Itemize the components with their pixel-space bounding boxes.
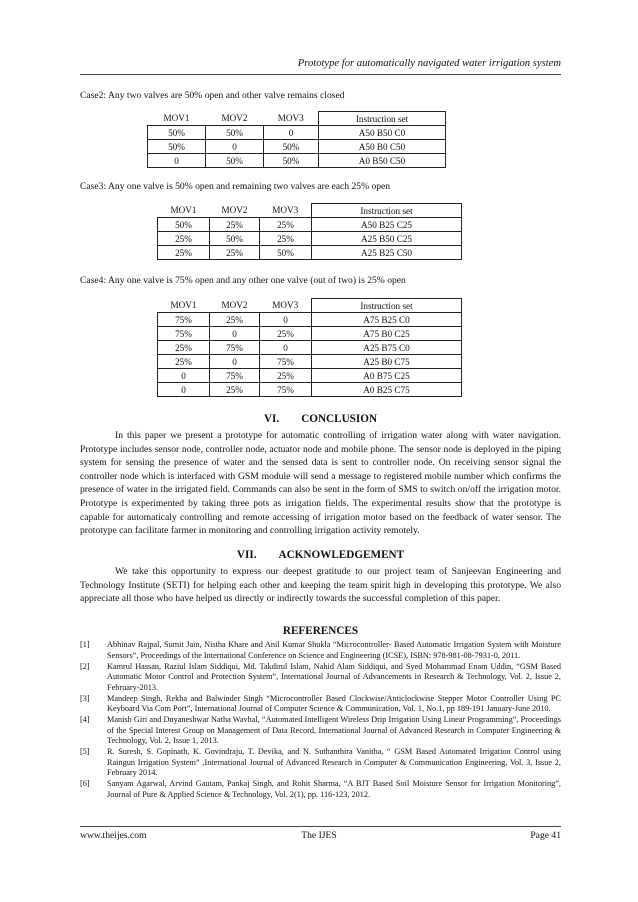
reference-item — [80, 662, 561, 694]
reference-number: [6] — [80, 779, 90, 788]
table-cell: 75% — [260, 355, 312, 369]
case2-table — [147, 111, 446, 168]
table-cell: 25% — [210, 383, 260, 397]
footer-website: www.theijes.com — [80, 830, 147, 841]
table-cell: 0 — [210, 327, 260, 341]
table-cell: 0 — [158, 383, 210, 397]
header-cell: MOV1 — [158, 299, 210, 313]
reference-text: Manish Giri and Dnyaneshwar Natha Wavhal, “Automated Intelligent Wireless Drip Irrigation Using Linear Programming”, Proceedings of the Special Interest Group on Management of Data Record, International Journal of Advanced Research in Computer Engineering & Technology, Vol. 2, Issue 1, 2013. — [107, 715, 561, 745]
table-row — [158, 313, 462, 327]
table-row — [158, 232, 462, 246]
reference-text: R. Suresh, S. Gopinath, K. Govindraju, T. Devika, and N. Suthanthira Vanitha, “ GSM Based Automated Irrigation Control using Raingun Irrigation System” ,International Journal of Advanced Research in Computer & Communication Engineering, Vol. 3, Issue 2, February 2014. — [107, 747, 561, 777]
table-row — [158, 218, 462, 232]
case4-caption: Case4: Any one valve is 75% open and any other one valve (out of two) is 25% open — [80, 275, 406, 286]
table-cell: 0 — [260, 341, 312, 355]
table-cell: 25% — [210, 218, 260, 232]
table-cell: 75% — [158, 327, 210, 341]
reference-item — [80, 779, 561, 800]
table-cell: 50% — [206, 154, 264, 168]
table-row — [158, 246, 462, 260]
header-cell: MOV2 — [210, 299, 260, 313]
table-cell: A25 B75 C0 — [312, 341, 462, 355]
table-header-row — [158, 299, 462, 313]
table-cell: A50 B25 C25 — [312, 218, 462, 232]
table-cell: 25% — [260, 218, 312, 232]
table-cell: A0 B75 C25 — [312, 369, 462, 383]
table-cell: 0 — [148, 154, 206, 168]
table-cell: 50% — [206, 126, 264, 140]
table-row — [148, 126, 446, 140]
table-cell: 0 — [206, 140, 264, 154]
section-title: ACKNOWLEDGEMENT — [278, 549, 405, 561]
footer-page-number: Page 41 — [530, 830, 561, 841]
reference-number: [3] — [80, 693, 90, 703]
table-cell: 50% — [210, 232, 260, 246]
table-cell: 75% — [210, 341, 260, 355]
table-cell: 25% — [260, 369, 312, 383]
header-cell: Instruction set — [312, 299, 462, 313]
acknowledgement-heading — [80, 549, 561, 561]
references-heading: REFERENCES — [282, 625, 359, 637]
table-cell: A25 B25 C50 — [312, 246, 462, 260]
table-cell: 75% — [158, 313, 210, 327]
reference-number: [1] — [80, 640, 90, 649]
case3-caption: Case3: Any one valve is 50% open and remaining two valves are each 25% open — [80, 181, 391, 192]
reference-text: Mandeep Singh, Rekha and Balwinder Singh “Microcontroller Based Clockwise/Anticlockwise Stepper Motor Controller Using PC Keyboard Via Com Port”, International Journal of Computer Science & Communication, Vol. 1, No.1, pp 189-191 January-June 2010. — [107, 693, 561, 713]
table-header-row — [148, 112, 446, 126]
table-cell: A50 B50 C0 — [319, 126, 446, 140]
header-cell: MOV3 — [260, 204, 312, 218]
table-cell: 75% — [210, 369, 260, 383]
header-cell: MOV3 — [264, 112, 319, 126]
section-number: VI. — [263, 413, 280, 425]
reference-number: [4] — [80, 715, 90, 724]
table-cell: 25% — [210, 313, 260, 327]
reference-item — [80, 694, 561, 715]
reference-item — [80, 747, 561, 779]
header-cell: MOV2 — [210, 204, 260, 218]
table-cell: 25% — [158, 232, 210, 246]
header-cell: MOV3 — [260, 299, 312, 313]
table-cell: 50% — [158, 218, 210, 232]
table-cell: 0 — [210, 355, 260, 369]
reference-list — [80, 640, 561, 801]
reference-number: [5] — [80, 747, 90, 756]
table-cell: 0 — [260, 313, 312, 327]
table-cell: A25 B0 C75 — [312, 355, 462, 369]
table-cell: A75 B25 C0 — [312, 313, 462, 327]
reference-text: Kamrul Hassan, Raziul Islam Siddiqui, Md. Takdirul Islam, Nahid Alam Siddiqui, and Syed Mohammad Enam Uddin, “GSM Based Automatic Motor Control and Protection System”, International Journal of Advancements in Research & Technology, Vol. 2, Issue 2, February-2013. — [107, 661, 561, 692]
header-cell: MOV1 — [148, 112, 206, 126]
table-row — [158, 341, 462, 355]
case2-caption: Case2: Any two valves are 50% open and other valve remains closed — [80, 90, 345, 101]
table-row — [158, 369, 462, 383]
table-cell: 50% — [260, 246, 312, 260]
header-cell: MOV2 — [206, 112, 264, 126]
table-cell: A75 B0 C25 — [312, 327, 462, 341]
reference-text: Sanyam Agarwal, Arvind Gautam, Pankaj Singh, and Rohit Sharma, “A BJT Based Soil Moisture Sensor for Irrigation Monitoring”, Journal of Pure & Applied Science & Technology, Vol. 2(1), pp. 116-123, 2012. — [107, 779, 561, 799]
table-row — [148, 140, 446, 154]
table-cell: 75% — [260, 383, 312, 397]
table-cell: A25 B50 C25 — [312, 232, 462, 246]
footer-journal: The IJES — [301, 830, 337, 841]
table-cell: 0 — [158, 369, 210, 383]
header-cell: Instruction set — [319, 112, 446, 126]
table-cell: 25% — [158, 355, 210, 369]
table-cell: 25% — [210, 246, 260, 260]
table-row — [158, 327, 462, 341]
conclusion-paragraph: In this paper we present a prototype for automatic controlling of irrigation water along with water navigation. Prototype includes sensor node, controller node, actuator node and mobile phone. The sensor node is deployed in the piping system for sensing the presence of water and the sensed data is sent to controller node. On receiving sensor signal the controller node which is interfaced with GSM module will send a message to registered mobile number which confirms the presence of water in the irrigated field. Commands can also be sent in the form of SMS to switch on/off the irrigation motor. Prototype is experimented by taking three pots as irrigation fields. The experimental results show that the prototype is capable for automaticaly controlling and remote accessing of irrigation motor based on the feedback of water sensor. The prototype can facilitate farmer in monitoring and controlling irrigation activity remotely. — [80, 430, 561, 537]
conclusion-heading — [80, 413, 561, 425]
running-header: Prototype for automatically navigated water irrigation system — [297, 58, 561, 69]
section-title: CONCLUSION — [301, 413, 378, 425]
table-cell: A0 B25 C75 — [312, 383, 462, 397]
table-row — [148, 154, 446, 168]
table-cell: 50% — [148, 126, 206, 140]
table-cell: 50% — [264, 140, 319, 154]
header-cell: MOV1 — [158, 204, 210, 218]
table-cell: 50% — [264, 154, 319, 168]
table-cell: A0 B50 C50 — [319, 154, 446, 168]
table-cell: 25% — [158, 341, 210, 355]
table-cell: 25% — [260, 232, 312, 246]
table-header-row — [158, 204, 462, 218]
reference-text: Abhinav Rajpal, Sumit Jain, Nistha Khare and Anil Kumar Shukla “Microcontroller- Based Automatic Irrigation System with Moisture Sensors”, Proceedings of the International Conference on Science and Engineering (ICSE), ISBN: 978-981-08-7931-0, 2011. — [107, 640, 561, 660]
table-cell: 25% — [158, 246, 210, 260]
table-row — [158, 383, 462, 397]
reference-item — [80, 640, 561, 661]
reference-item — [80, 715, 561, 747]
case4-table — [157, 298, 462, 397]
table-cell: 50% — [148, 140, 206, 154]
footer-rule — [80, 826, 561, 827]
table-row — [158, 355, 462, 369]
reference-number: [2] — [80, 661, 90, 671]
section-number: VII. — [236, 549, 257, 561]
header-rule — [80, 74, 561, 75]
acknowledgement-paragraph: We take this opportunity to express our deepest gratitude to our project team of Sanjeevan Engineering and Technology Institute (SETI) for helping each other and keeping the team spirit high in developing this prototype. We also appreciate all those who have helped us directly or indirectly towards the successful completion of this paper. — [80, 566, 561, 605]
case3-table — [157, 203, 462, 260]
header-cell: Instruction set — [312, 204, 462, 218]
table-cell: 0 — [264, 126, 319, 140]
table-cell: A50 B0 C50 — [319, 140, 446, 154]
table-cell: 25% — [260, 327, 312, 341]
